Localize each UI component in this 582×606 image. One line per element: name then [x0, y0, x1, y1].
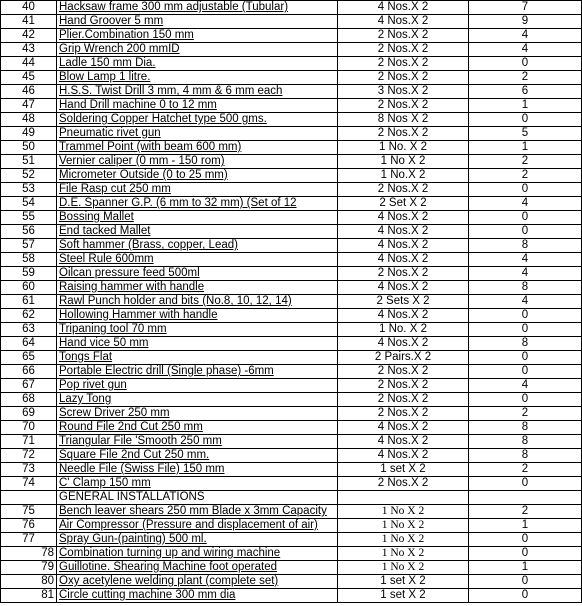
item-cell: Combination turning up and wiring machine	[57, 547, 338, 561]
serial-cell: 69	[1, 407, 57, 421]
serial-cell: 49	[1, 127, 57, 141]
serial-cell: 50	[1, 141, 57, 155]
quantity-cell: 4 Nos.X 2	[338, 211, 469, 225]
table-row	[1, 225, 582, 239]
table-row	[1, 169, 582, 183]
serial-cell: 73	[1, 463, 57, 477]
section-title: GENERAL INSTALLATIONS	[57, 491, 338, 505]
quantity-cell: 4 Nos.X 2	[338, 281, 469, 295]
serial-cell: 80	[1, 575, 57, 589]
quantity-cell: 1 set X 2	[338, 589, 469, 603]
quantity-cell: 1 No.X 2	[338, 169, 469, 183]
item-cell: H.S.S. Twist Drill 3 mm, 4 mm & 6 mm each	[57, 85, 338, 99]
quantity-cell: 4 Nos.X 2	[338, 225, 469, 239]
serial-cell: 70	[1, 421, 57, 435]
quantity-cell: 1 No X 2	[338, 505, 469, 519]
table-row	[1, 43, 582, 57]
quantity-cell: 1 No. X 2	[338, 141, 469, 155]
serial-cell: 62	[1, 309, 57, 323]
table-row	[1, 323, 582, 337]
quantity-cell: 2 Nos.X 2	[338, 379, 469, 393]
count-cell: 2	[469, 155, 582, 169]
quantity-cell: 3 Nos.X 2	[338, 85, 469, 99]
quantity-cell: 1 No X 2	[338, 533, 469, 547]
count-cell: 0	[469, 393, 582, 407]
serial-cell: 51	[1, 155, 57, 169]
table-row	[1, 267, 582, 281]
table-row	[1, 99, 582, 113]
count-cell: 0	[469, 365, 582, 379]
quantity-cell: 1 No X 2	[338, 547, 469, 561]
count-cell	[469, 491, 582, 505]
serial-cell: 41	[1, 15, 57, 29]
serial-cell: 57	[1, 239, 57, 253]
item-cell: Portable Electric drill (Single phase) -6mm	[57, 365, 338, 379]
table-row	[1, 253, 582, 267]
item-cell: Vernier caliper (0 mm - 150 rom)	[57, 155, 338, 169]
table-row	[1, 141, 582, 155]
serial-cell: 64	[1, 337, 57, 351]
item-cell: Grip Wrench 200 mmID	[57, 43, 338, 57]
count-cell: 1	[469, 519, 582, 533]
count-cell: 0	[469, 57, 582, 71]
count-cell: 4	[469, 253, 582, 267]
serial-cell	[1, 491, 57, 505]
item-cell: Hollowing Hammer with handle	[57, 309, 338, 323]
quantity-cell: 2 Pairs.X 2	[338, 351, 469, 365]
table-row	[1, 421, 582, 435]
count-cell: 2	[469, 505, 582, 519]
quantity-cell: 2 Nos.X 2	[338, 365, 469, 379]
serial-cell: 43	[1, 43, 57, 57]
count-cell: 4	[469, 295, 582, 309]
count-cell: 1	[469, 561, 582, 575]
quantity-cell: 2 Sets X 2	[338, 295, 469, 309]
serial-cell: 77	[1, 533, 57, 547]
count-cell: 1	[469, 141, 582, 155]
count-cell: 8	[469, 421, 582, 435]
quantity-cell: 4 Nos.X 2	[338, 421, 469, 435]
item-cell: Bossing Mallet	[57, 211, 338, 225]
serial-cell: 42	[1, 29, 57, 43]
item-cell: Circle cutting machine 300 mm dia	[57, 589, 338, 603]
count-cell: 9	[469, 15, 582, 29]
table-row	[1, 155, 582, 169]
item-cell: Pop rivet gun	[57, 379, 338, 393]
item-cell: Soldering Copper Hatchet type 500 gms.	[57, 113, 338, 127]
quantity-cell: 4 Nos.X 2	[338, 435, 469, 449]
item-cell: End tacked Mallet	[57, 225, 338, 239]
count-cell: 4	[469, 43, 582, 57]
table-row	[1, 575, 582, 589]
table-row	[1, 463, 582, 477]
item-cell: Lazy Tong	[57, 393, 338, 407]
serial-cell: 56	[1, 225, 57, 239]
table-row	[1, 183, 582, 197]
serial-cell: 75	[1, 505, 57, 519]
serial-cell: 74	[1, 477, 57, 491]
table-row	[1, 29, 582, 43]
count-cell: 0	[469, 575, 582, 589]
quantity-cell: 2 Nos.X 2	[338, 57, 469, 71]
quantity-cell: 2 Nos.X 2	[338, 407, 469, 421]
item-cell: Hand Drill machine 0 to 12 mm	[57, 99, 338, 113]
serial-cell: 58	[1, 253, 57, 267]
item-cell: Tripaning tool 70 mm	[57, 323, 338, 337]
serial-cell: 44	[1, 57, 57, 71]
item-cell: Tongs Flat	[57, 351, 338, 365]
item-cell: Trammel Point (with beam 600 mm)	[57, 141, 338, 155]
table-row	[1, 407, 582, 421]
item-cell: Ladle 150 mm Dia.	[57, 57, 338, 71]
serial-cell: 47	[1, 99, 57, 113]
count-cell: 4	[469, 197, 582, 211]
serial-cell: 40	[1, 1, 57, 15]
serial-cell: 63	[1, 323, 57, 337]
count-cell: 4	[469, 29, 582, 43]
quantity-cell: 2 Nos.X 2	[338, 29, 469, 43]
count-cell: 0	[469, 309, 582, 323]
table-row	[1, 15, 582, 29]
table-row	[1, 505, 582, 519]
item-cell: C' Clamp 150 mm	[57, 477, 338, 491]
quantity-cell: 2 Nos.X 2	[338, 43, 469, 57]
section-row	[1, 491, 582, 505]
serial-cell: 78	[1, 547, 57, 561]
item-cell: Micrometer Outside (0 to 25 mm)	[57, 169, 338, 183]
serial-cell: 71	[1, 435, 57, 449]
serial-cell: 72	[1, 449, 57, 463]
count-cell: 2	[469, 71, 582, 85]
table-row	[1, 71, 582, 85]
count-cell: 2	[469, 407, 582, 421]
count-cell: 8	[469, 449, 582, 463]
table-row	[1, 239, 582, 253]
item-cell: Screw Driver 250 mm	[57, 407, 338, 421]
count-cell: 0	[469, 589, 582, 603]
table-row	[1, 1, 582, 15]
item-cell: Square File 2nd Cut 250 mm.	[57, 449, 338, 463]
item-cell: Spray Gun-(painting) 500 ml.	[57, 533, 338, 547]
item-cell: Hand Groover 5 mm	[57, 15, 338, 29]
quantity-cell: 1 set X 2	[338, 575, 469, 589]
count-cell: 7	[469, 1, 582, 15]
table-row	[1, 365, 582, 379]
quantity-cell: 8 Nos X 2	[338, 113, 469, 127]
table-row	[1, 379, 582, 393]
table-row	[1, 309, 582, 323]
item-cell: Hand vice 50 mm	[57, 337, 338, 351]
quantity-cell: 1 No. X 2	[338, 323, 469, 337]
table-row	[1, 197, 582, 211]
item-cell: File Rasp cut 250 mm	[57, 183, 338, 197]
quantity-cell	[338, 491, 469, 505]
count-cell: 0	[469, 477, 582, 491]
quantity-cell: 1 set X 2	[338, 463, 469, 477]
count-cell: 8	[469, 281, 582, 295]
count-cell: 4	[469, 267, 582, 281]
item-cell: Guillotine. Shearing Machine foot operated	[57, 561, 338, 575]
table-row	[1, 351, 582, 365]
count-cell: 0	[469, 113, 582, 127]
count-cell: 0	[469, 323, 582, 337]
count-cell: 0	[469, 547, 582, 561]
item-cell: Hacksaw frame 300 mm adjustable (Tubular)	[57, 1, 338, 15]
serial-cell: 61	[1, 295, 57, 309]
quantity-cell: 4 Nos.X 2	[338, 309, 469, 323]
item-cell: Raising hammer with handle	[57, 281, 338, 295]
table-row	[1, 57, 582, 71]
table-row	[1, 477, 582, 491]
quantity-cell: 2 Nos.X 2	[338, 267, 469, 281]
table-row	[1, 533, 582, 547]
count-cell: 5	[469, 127, 582, 141]
table-row	[1, 561, 582, 575]
quantity-cell: 2 Nos.X 2	[338, 99, 469, 113]
item-cell: Oxy acetylene welding plant (complete set)	[57, 575, 338, 589]
item-cell: Plier.Combination 150 mm	[57, 29, 338, 43]
quantity-cell: 2 Nos.X 2	[338, 71, 469, 85]
count-cell: 8	[469, 337, 582, 351]
table-row	[1, 127, 582, 141]
item-cell: D.E. Spanner G.P. (6 mm to 32 mm) (Set of 12	[57, 197, 338, 211]
count-cell: 8	[469, 239, 582, 253]
serial-cell: 53	[1, 183, 57, 197]
table-row	[1, 435, 582, 449]
quantity-cell: 1 No X 2	[338, 561, 469, 575]
serial-cell: 68	[1, 393, 57, 407]
quantity-cell: 2 Nos.X 2	[338, 127, 469, 141]
item-cell: Triangular File 'Smooth 250 mm	[57, 435, 338, 449]
table-row	[1, 85, 582, 99]
quantity-cell: 1 No X 2	[338, 155, 469, 169]
count-cell: 6	[469, 85, 582, 99]
item-cell: Soft hammer (Brass, copper, Lead)	[57, 239, 338, 253]
table-row	[1, 295, 582, 309]
table-row	[1, 589, 582, 603]
count-cell: 2	[469, 169, 582, 183]
item-cell: Oilcan pressure feed 500ml	[57, 267, 338, 281]
quantity-cell: 4 Nos.X 2	[338, 239, 469, 253]
quantity-cell: 2 Nos.X 2	[338, 477, 469, 491]
serial-cell: 79	[1, 561, 57, 575]
quantity-cell: 2 Nos.X 2	[338, 393, 469, 407]
serial-cell: 59	[1, 267, 57, 281]
serial-cell: 65	[1, 351, 57, 365]
quantity-cell: 4 Nos.X 2	[338, 449, 469, 463]
count-cell: 0	[469, 183, 582, 197]
table-row	[1, 393, 582, 407]
count-cell: 1	[469, 99, 582, 113]
table-row	[1, 113, 582, 127]
item-cell: Rawl Punch holder and bits (No.8, 10, 12, 14)	[57, 295, 338, 309]
table-row	[1, 211, 582, 225]
item-cell: Steel Rule 600mm	[57, 253, 338, 267]
table-row	[1, 449, 582, 463]
serial-cell: 54	[1, 197, 57, 211]
table-row	[1, 337, 582, 351]
serial-cell: 55	[1, 211, 57, 225]
serial-cell: 60	[1, 281, 57, 295]
table-row	[1, 281, 582, 295]
item-cell: Blow Lamp 1 litre.	[57, 71, 338, 85]
serial-cell: 66	[1, 365, 57, 379]
quantity-cell: 1 No X 2	[338, 519, 469, 533]
serial-cell: 48	[1, 113, 57, 127]
quantity-cell: 2 Nos.X 2	[338, 183, 469, 197]
quantity-cell: 4 Nos.X 2	[338, 253, 469, 267]
quantity-cell: 2 Set X 2	[338, 197, 469, 211]
table-row	[1, 519, 582, 533]
serial-cell: 76	[1, 519, 57, 533]
table-row	[1, 547, 582, 561]
count-cell: 4	[469, 379, 582, 393]
quantity-cell: 4 Nos.X 2	[338, 1, 469, 15]
item-cell: Bench leaver shears 250 mm Blade x 3mm Capacity	[57, 505, 338, 519]
serial-cell: 46	[1, 85, 57, 99]
quantity-cell: 4 Nos.X 2	[338, 337, 469, 351]
item-cell: Air Compressor (Pressure and displacement of air)	[57, 519, 338, 533]
serial-cell: 52	[1, 169, 57, 183]
serial-cell: 45	[1, 71, 57, 85]
count-cell: 2	[469, 463, 582, 477]
count-cell: 0	[469, 351, 582, 365]
serial-cell: 67	[1, 379, 57, 393]
count-cell: 8	[469, 435, 582, 449]
item-cell: Pneumatic rivet gun	[57, 127, 338, 141]
serial-cell: 81	[1, 589, 57, 603]
quantity-cell: 4 Nos.X 2	[338, 15, 469, 29]
count-cell: 0	[469, 533, 582, 547]
item-cell: Round File 2nd Cut 250 mm	[57, 421, 338, 435]
item-cell: Needle File (Swiss File) 150 mm	[57, 463, 338, 477]
count-cell: 0	[469, 225, 582, 239]
count-cell: 0	[469, 211, 582, 225]
